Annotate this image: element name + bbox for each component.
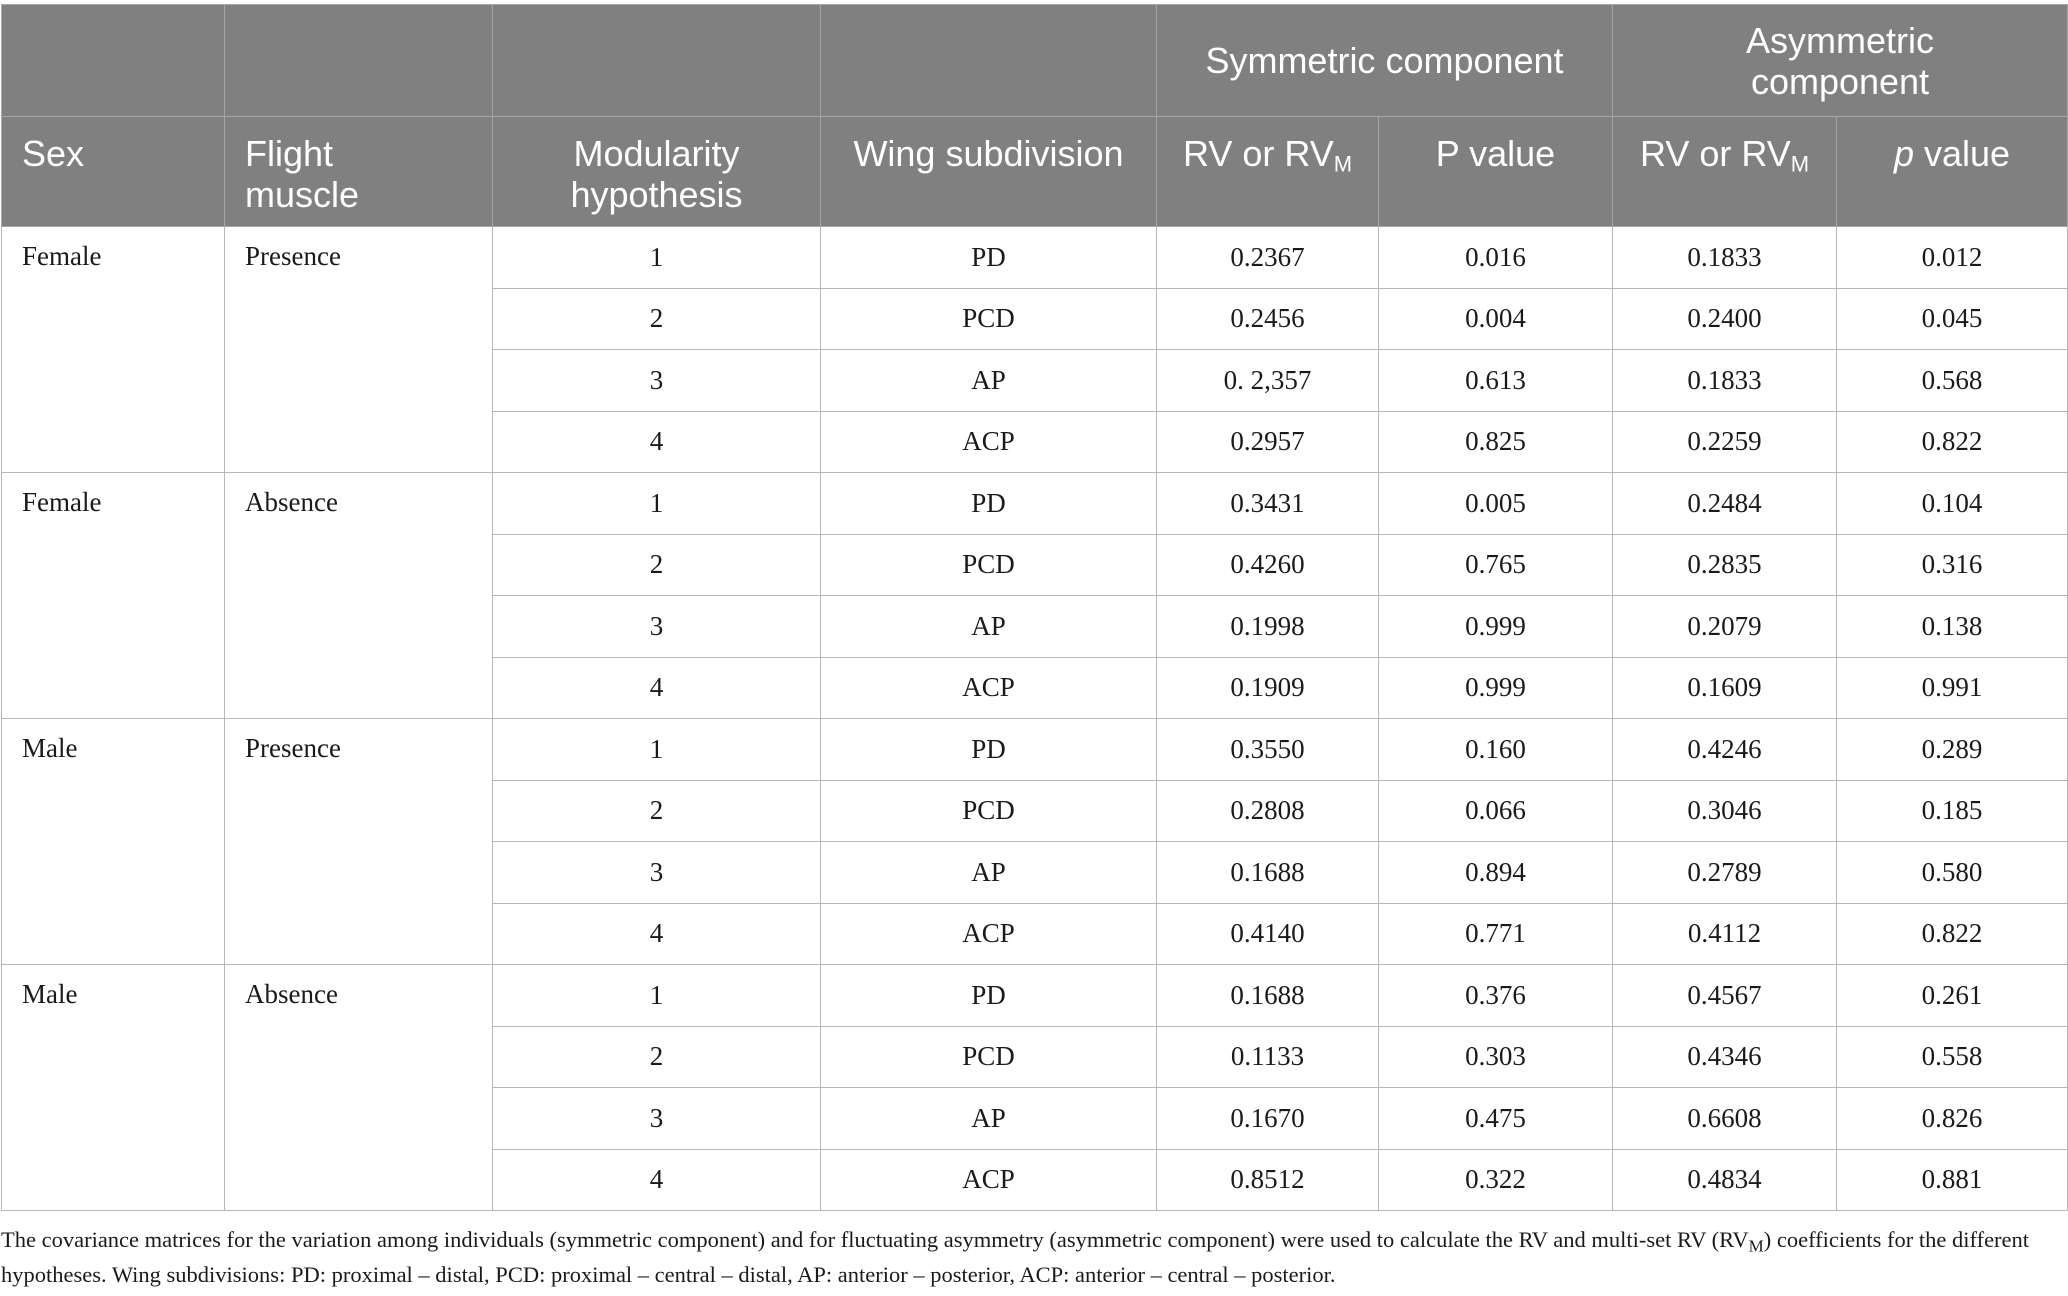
header-rv-asymmetric-label: RV or RV bbox=[1639, 133, 1791, 174]
cell-rv-asymmetric: 0.4246 bbox=[1613, 719, 1837, 781]
cell-hypothesis: 2 bbox=[493, 534, 821, 596]
cell-wing-subdivision: AP bbox=[821, 350, 1157, 412]
cell-wing-subdivision: ACP bbox=[821, 657, 1157, 719]
header-p-value-asymmetric bbox=[1837, 117, 2068, 227]
cell-p-value-asymmetric: 0.104 bbox=[1837, 473, 2068, 535]
header-modularity-line2: hypothesis bbox=[570, 174, 743, 215]
cell-p-value-asymmetric: 0.826 bbox=[1837, 1088, 2068, 1150]
cell-p-value-symmetric: 0.765 bbox=[1379, 534, 1613, 596]
cell-p-value-symmetric: 0.894 bbox=[1379, 842, 1613, 904]
symmetric-component-label: Symmetric component bbox=[1205, 40, 1564, 81]
cell-p-value-symmetric: 0.322 bbox=[1379, 1149, 1613, 1211]
header-flight-muscle bbox=[225, 117, 493, 227]
cell-p-value-symmetric: 0.066 bbox=[1379, 780, 1613, 842]
cell-hypothesis: 1 bbox=[493, 965, 821, 1027]
header-wing-subdivision-label: Wing subdivision bbox=[853, 133, 1124, 174]
table-body bbox=[2, 227, 2068, 1211]
cell-p-value-symmetric: 0.005 bbox=[1379, 473, 1613, 535]
cell-rv-symmetric: 0.3431 bbox=[1157, 473, 1379, 535]
cell-p-value-symmetric: 0.999 bbox=[1379, 657, 1613, 719]
cell-flight-muscle: Absence bbox=[225, 965, 493, 1211]
cell-rv-asymmetric: 0.1609 bbox=[1613, 657, 1837, 719]
cell-rv-symmetric: 0.2367 bbox=[1157, 227, 1379, 289]
header-rv-symmetric-subscript: M bbox=[1333, 151, 1353, 177]
cell-hypothesis: 1 bbox=[493, 473, 821, 535]
cell-rv-symmetric: 0.1688 bbox=[1157, 965, 1379, 1027]
cell-wing-subdivision: ACP bbox=[821, 1149, 1157, 1211]
cell-wing-subdivision: AP bbox=[821, 596, 1157, 658]
cell-hypothesis: 1 bbox=[493, 227, 821, 289]
header-wing-subdivision bbox=[821, 117, 1157, 227]
cell-hypothesis: 3 bbox=[493, 596, 821, 658]
cell-rv-asymmetric: 0.2400 bbox=[1613, 288, 1837, 350]
table-row bbox=[2, 227, 2068, 289]
cell-rv-symmetric: 0.4140 bbox=[1157, 903, 1379, 965]
cell-rv-symmetric: 0.1998 bbox=[1157, 596, 1379, 658]
header-asymmetric-component bbox=[1613, 5, 2068, 117]
cell-sex: Female bbox=[2, 473, 225, 719]
cell-rv-symmetric: 0.1670 bbox=[1157, 1088, 1379, 1150]
cell-wing-subdivision: PD bbox=[821, 719, 1157, 781]
cell-p-value-symmetric: 0.999 bbox=[1379, 596, 1613, 658]
cell-wing-subdivision: PD bbox=[821, 473, 1157, 535]
header-p-value-symmetric-label: P value bbox=[1435, 133, 1556, 174]
cell-p-value-asymmetric: 0.881 bbox=[1837, 1149, 2068, 1211]
header-flight-muscle-line2: muscle bbox=[245, 174, 360, 215]
header-column-row bbox=[2, 117, 2068, 227]
cell-rv-asymmetric: 0.4346 bbox=[1613, 1026, 1837, 1088]
header-group-row bbox=[2, 5, 2068, 117]
table-header bbox=[2, 5, 2068, 227]
header-flight-muscle-line1: Flight bbox=[245, 133, 334, 174]
table-row bbox=[2, 473, 2068, 535]
header-modularity-line1: Modularity bbox=[573, 133, 740, 174]
header-blank-cell bbox=[2, 5, 225, 117]
cell-rv-symmetric: 0. 2,357 bbox=[1157, 350, 1379, 412]
cell-p-value-symmetric: 0.475 bbox=[1379, 1088, 1613, 1150]
cell-rv-symmetric: 0.8512 bbox=[1157, 1149, 1379, 1211]
cell-wing-subdivision: AP bbox=[821, 842, 1157, 904]
cell-hypothesis: 2 bbox=[493, 1026, 821, 1088]
cell-rv-symmetric: 0.2808 bbox=[1157, 780, 1379, 842]
table-row bbox=[2, 965, 2068, 1027]
cell-rv-symmetric: 0.1909 bbox=[1157, 657, 1379, 719]
cell-rv-symmetric: 0.1133 bbox=[1157, 1026, 1379, 1088]
cell-rv-asymmetric: 0.3046 bbox=[1613, 780, 1837, 842]
footnote-text-part2: ) coefficients for the different hypotheses. Wing subdivisions: PD: proximal – distal, PCD: proximal – central – distal, AP: anterior – posterior, ACP: anterior – central – posterior. bbox=[1, 1227, 2030, 1287]
header-symmetric-component bbox=[1157, 5, 1613, 117]
cell-rv-asymmetric: 0.6608 bbox=[1613, 1088, 1837, 1150]
cell-sex: Male bbox=[2, 965, 225, 1211]
cell-hypothesis: 4 bbox=[493, 657, 821, 719]
header-blank-cell bbox=[225, 5, 493, 117]
cell-rv-asymmetric: 0.1833 bbox=[1613, 350, 1837, 412]
cell-rv-asymmetric: 0.2484 bbox=[1613, 473, 1837, 535]
cell-p-value-asymmetric: 0.012 bbox=[1837, 227, 2068, 289]
cell-p-value-symmetric: 0.303 bbox=[1379, 1026, 1613, 1088]
cell-hypothesis: 3 bbox=[493, 1088, 821, 1150]
cell-p-value-asymmetric: 0.289 bbox=[1837, 719, 2068, 781]
cell-rv-symmetric: 0.2957 bbox=[1157, 411, 1379, 473]
cell-hypothesis: 4 bbox=[493, 903, 821, 965]
header-rv-asymmetric-subscript: M bbox=[1790, 151, 1810, 177]
cell-p-value-asymmetric: 0.045 bbox=[1837, 288, 2068, 350]
asymmetric-component-label-line1: Asymmetric bbox=[1746, 19, 1934, 61]
cell-p-value-asymmetric: 0.580 bbox=[1837, 842, 2068, 904]
cell-rv-asymmetric: 0.4112 bbox=[1613, 903, 1837, 965]
cell-hypothesis: 3 bbox=[493, 350, 821, 412]
cell-rv-symmetric: 0.1688 bbox=[1157, 842, 1379, 904]
cell-rv-asymmetric: 0.4834 bbox=[1613, 1149, 1837, 1211]
cell-rv-symmetric: 0.2456 bbox=[1157, 288, 1379, 350]
cell-rv-asymmetric: 0.2835 bbox=[1613, 534, 1837, 596]
cell-hypothesis: 2 bbox=[493, 780, 821, 842]
cell-hypothesis: 4 bbox=[493, 411, 821, 473]
cell-p-value-asymmetric: 0.991 bbox=[1837, 657, 2068, 719]
header-modularity-hypothesis bbox=[493, 117, 821, 227]
cell-p-value-asymmetric: 0.138 bbox=[1837, 596, 2068, 658]
cell-rv-asymmetric: 0.4567 bbox=[1613, 965, 1837, 1027]
cell-rv-asymmetric: 0.2079 bbox=[1613, 596, 1837, 658]
header-blank-cell bbox=[493, 5, 821, 117]
cell-wing-subdivision: PD bbox=[821, 965, 1157, 1027]
cell-p-value-symmetric: 0.004 bbox=[1379, 288, 1613, 350]
cell-p-value-symmetric: 0.160 bbox=[1379, 719, 1613, 781]
cell-sex: Female bbox=[2, 227, 225, 473]
cell-p-value-asymmetric: 0.185 bbox=[1837, 780, 2068, 842]
header-rv-symmetric-label: RV or RV bbox=[1182, 133, 1334, 174]
header-rv-symmetric bbox=[1157, 117, 1379, 227]
cell-flight-muscle: Presence bbox=[225, 227, 493, 473]
cell-rv-asymmetric: 0.2259 bbox=[1613, 411, 1837, 473]
header-p-value-symmetric bbox=[1379, 117, 1613, 227]
cell-flight-muscle: Absence bbox=[225, 473, 493, 719]
cell-p-value-symmetric: 0.613 bbox=[1379, 350, 1613, 412]
cell-flight-muscle: Presence bbox=[225, 719, 493, 965]
cell-wing-subdivision: PCD bbox=[821, 288, 1157, 350]
header-p-value-asymmetric-italic: p bbox=[1893, 133, 1914, 174]
cell-hypothesis: 2 bbox=[493, 288, 821, 350]
cell-wing-subdivision: PCD bbox=[821, 1026, 1157, 1088]
cell-rv-asymmetric: 0.1833 bbox=[1613, 227, 1837, 289]
cell-wing-subdivision: PCD bbox=[821, 534, 1157, 596]
results-table bbox=[1, 4, 2068, 1211]
footnote-subscript: M bbox=[1748, 1236, 1764, 1256]
cell-p-value-symmetric: 0.376 bbox=[1379, 965, 1613, 1027]
header-p-value-asymmetric-label: value bbox=[1913, 133, 2011, 174]
header-blank-cell bbox=[821, 5, 1157, 117]
cell-wing-subdivision: ACP bbox=[821, 411, 1157, 473]
cell-hypothesis: 1 bbox=[493, 719, 821, 781]
table-row bbox=[2, 719, 2068, 781]
cell-p-value-asymmetric: 0.316 bbox=[1837, 534, 2068, 596]
cell-rv-symmetric: 0.4260 bbox=[1157, 534, 1379, 596]
asymmetric-component-label-line2: component bbox=[1750, 60, 1930, 102]
cell-p-value-asymmetric: 0.568 bbox=[1837, 350, 2068, 412]
cell-rv-symmetric: 0.3550 bbox=[1157, 719, 1379, 781]
cell-wing-subdivision: PD bbox=[821, 227, 1157, 289]
cell-rv-asymmetric: 0.2789 bbox=[1613, 842, 1837, 904]
header-sex bbox=[2, 117, 225, 227]
cell-p-value-symmetric: 0.825 bbox=[1379, 411, 1613, 473]
cell-p-value-asymmetric: 0.558 bbox=[1837, 1026, 2068, 1088]
cell-wing-subdivision: PCD bbox=[821, 780, 1157, 842]
cell-p-value-symmetric: 0.771 bbox=[1379, 903, 1613, 965]
table-footnote bbox=[1, 1222, 2061, 1292]
header-rv-asymmetric bbox=[1613, 117, 1837, 227]
cell-wing-subdivision: ACP bbox=[821, 903, 1157, 965]
header-sex-label: Sex bbox=[22, 133, 85, 174]
footnote-text-part1: The covariance matrices for the variation among individuals (symmetric component) and for fluctuating asymmetry (asymmetric component) were used to calculate the RV and multi-set RV (RV bbox=[1, 1227, 1749, 1252]
cell-p-value-asymmetric: 0.822 bbox=[1837, 411, 2068, 473]
cell-p-value-symmetric: 0.016 bbox=[1379, 227, 1613, 289]
cell-sex: Male bbox=[2, 719, 225, 965]
cell-hypothesis: 3 bbox=[493, 842, 821, 904]
cell-p-value-asymmetric: 0.261 bbox=[1837, 965, 2068, 1027]
cell-wing-subdivision: AP bbox=[821, 1088, 1157, 1150]
cell-p-value-asymmetric: 0.822 bbox=[1837, 903, 2068, 965]
cell-hypothesis: 4 bbox=[493, 1149, 821, 1211]
